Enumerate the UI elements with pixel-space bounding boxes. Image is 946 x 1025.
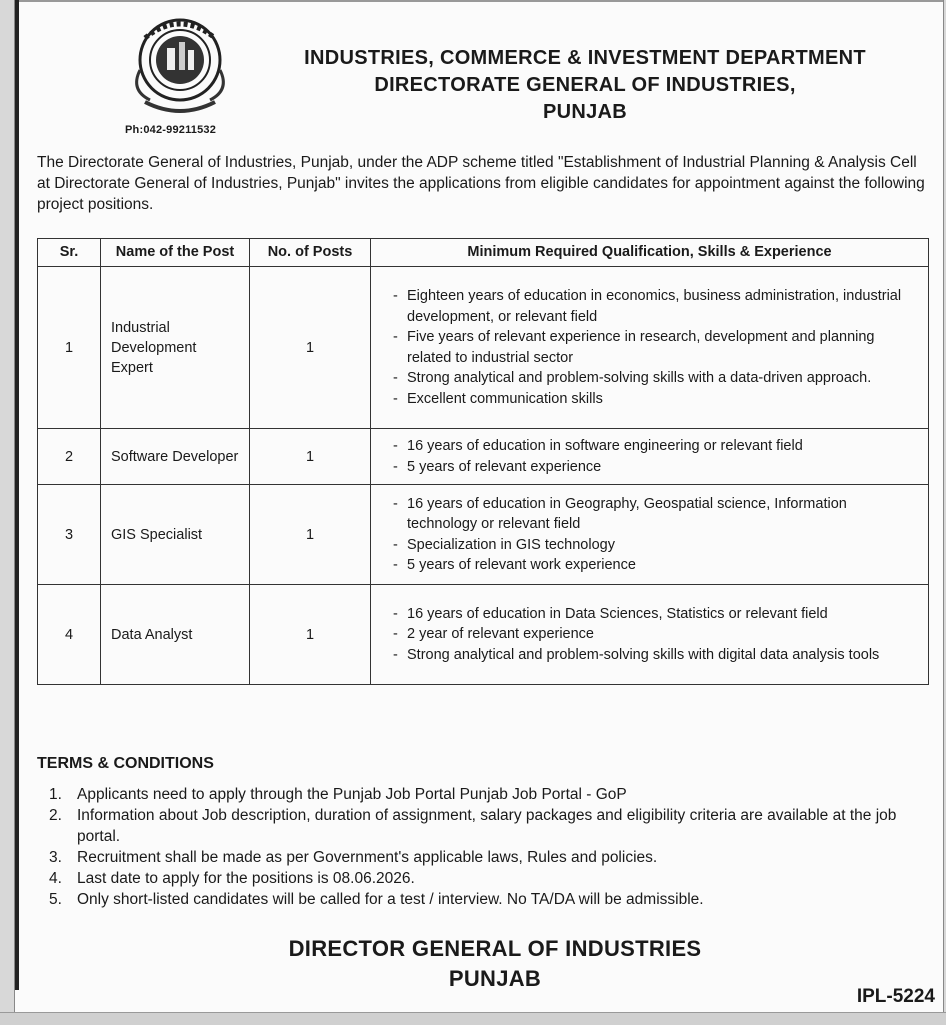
top-border bbox=[15, 0, 943, 2]
terms-item-text: Last date to apply for the positions is 08.06.2026. bbox=[77, 870, 415, 887]
row-posts-count: 1 bbox=[250, 485, 371, 585]
row-posts-count: 1 bbox=[250, 267, 371, 429]
phone-number: Ph:042-99211532 bbox=[125, 124, 217, 136]
terms-item bbox=[37, 847, 929, 868]
row-sr: 2 bbox=[38, 429, 101, 485]
terms-item-number: 3. bbox=[49, 849, 62, 866]
positions-table bbox=[37, 238, 929, 685]
row-requirements bbox=[371, 429, 929, 485]
requirement-item: - Strong analytical and problem-solving skills with digital data analysis tools bbox=[393, 645, 920, 666]
row-post-name: Industrial Development Expert bbox=[101, 267, 250, 429]
ipl-reference: IPL-5224 bbox=[856, 986, 935, 1007]
terms-item-number: 1. bbox=[49, 786, 62, 803]
bottom-bar bbox=[0, 1012, 946, 1025]
terms-item-number: 4. bbox=[49, 870, 62, 887]
row-post-name: GIS Specialist bbox=[101, 485, 250, 585]
row-posts-count: 1 bbox=[250, 429, 371, 485]
row-requirements bbox=[371, 267, 929, 429]
row-sr: 3 bbox=[38, 485, 101, 585]
header-post-name: Name of the Post bbox=[101, 239, 250, 267]
terms-item-text: Applicants need to apply through the Punjab Job Portal Punjab Job Portal - GoP bbox=[77, 786, 627, 803]
terms-item-text: Recruitment shall be made as per Government's applicable laws, Rules and policies. bbox=[77, 849, 658, 866]
requirement-item: - 5 years of relevant work experience bbox=[393, 555, 920, 576]
row-post-name: Data Analyst bbox=[101, 585, 250, 685]
terms-list bbox=[37, 784, 929, 910]
terms-item bbox=[37, 784, 929, 805]
row-posts-count: 1 bbox=[250, 585, 371, 685]
row-requirements bbox=[371, 485, 929, 585]
advertisement-page bbox=[14, 0, 944, 1012]
table-header-row bbox=[38, 239, 929, 267]
requirement-item: - Excellent communication skills bbox=[393, 389, 920, 410]
directorate-title: DIRECTORATE GENERAL OF INDUSTRIES, bbox=[374, 74, 796, 96]
department-title: INDUSTRIES, COMMERCE & INVESTMENT DEPARTMENT bbox=[304, 47, 866, 69]
terms-item bbox=[37, 868, 929, 889]
requirement-item: - 2 year of relevant experience bbox=[393, 624, 920, 645]
left-edge bbox=[15, 0, 19, 990]
row-post-name: Software Developer bbox=[101, 429, 250, 485]
terms-heading: TERMS & CONDITIONS bbox=[37, 755, 214, 772]
requirement-item: - Five years of relevant experience in research, development and planning related to industrial sector bbox=[393, 327, 920, 368]
table-row bbox=[38, 485, 929, 585]
terms-item-number: 5. bbox=[49, 891, 62, 908]
intro-paragraph: The Directorate General of Industries, Punjab, under the ADP scheme titled "Establishment of Industrial Planning & Analysis Cell at Directorate General of Industries, Punjab" invites the applications from eligible candidates for appointment against the following project positions. bbox=[37, 154, 925, 213]
government-seal-logo bbox=[115, 10, 245, 120]
table-row bbox=[38, 267, 929, 429]
terms-item-text: Only short-listed candidates will be called for a test / interview. No TA/DA will be admissible. bbox=[77, 891, 704, 908]
row-requirements bbox=[371, 585, 929, 685]
requirement-item: - Eighteen years of education in economics, business administration, industrial development, or relevant field bbox=[393, 286, 920, 327]
row-sr: 1 bbox=[38, 267, 101, 429]
requirement-item: - Specialization in GIS technology bbox=[393, 535, 920, 556]
terms-item-text: Information about Job description, duration of assignment, salary packages and eligibility criteria are available at the job portal. bbox=[77, 807, 897, 845]
terms-item-number: 2. bbox=[49, 807, 62, 824]
requirement-item: - 16 years of education in software engineering or relevant field bbox=[393, 436, 920, 457]
header-no-of-posts: No. of Posts bbox=[250, 239, 371, 267]
requirement-item: - 16 years of education in Data Sciences, Statistics or relevant field bbox=[393, 604, 920, 625]
requirement-item: - Strong analytical and problem-solving skills with a data-driven approach. bbox=[393, 368, 920, 389]
province-title: PUNJAB bbox=[542, 101, 628, 123]
signatory-title: DIRECTOR GENERAL OF INDUSTRIES bbox=[288, 936, 702, 961]
table-row bbox=[38, 585, 929, 685]
signatory-province: PUNJAB bbox=[448, 966, 542, 991]
terms-item bbox=[37, 889, 929, 910]
header-sr: Sr. bbox=[38, 239, 101, 267]
row-sr: 4 bbox=[38, 585, 101, 685]
header-qualification: Minimum Required Qualification, Skills & Experience bbox=[371, 239, 929, 267]
requirement-item: - 16 years of education in Geography, Geospatial science, Information technology or relevant field bbox=[393, 494, 920, 535]
table-row bbox=[38, 429, 929, 485]
requirement-item: - 5 years of relevant experience bbox=[393, 457, 920, 478]
terms-item bbox=[37, 805, 929, 847]
